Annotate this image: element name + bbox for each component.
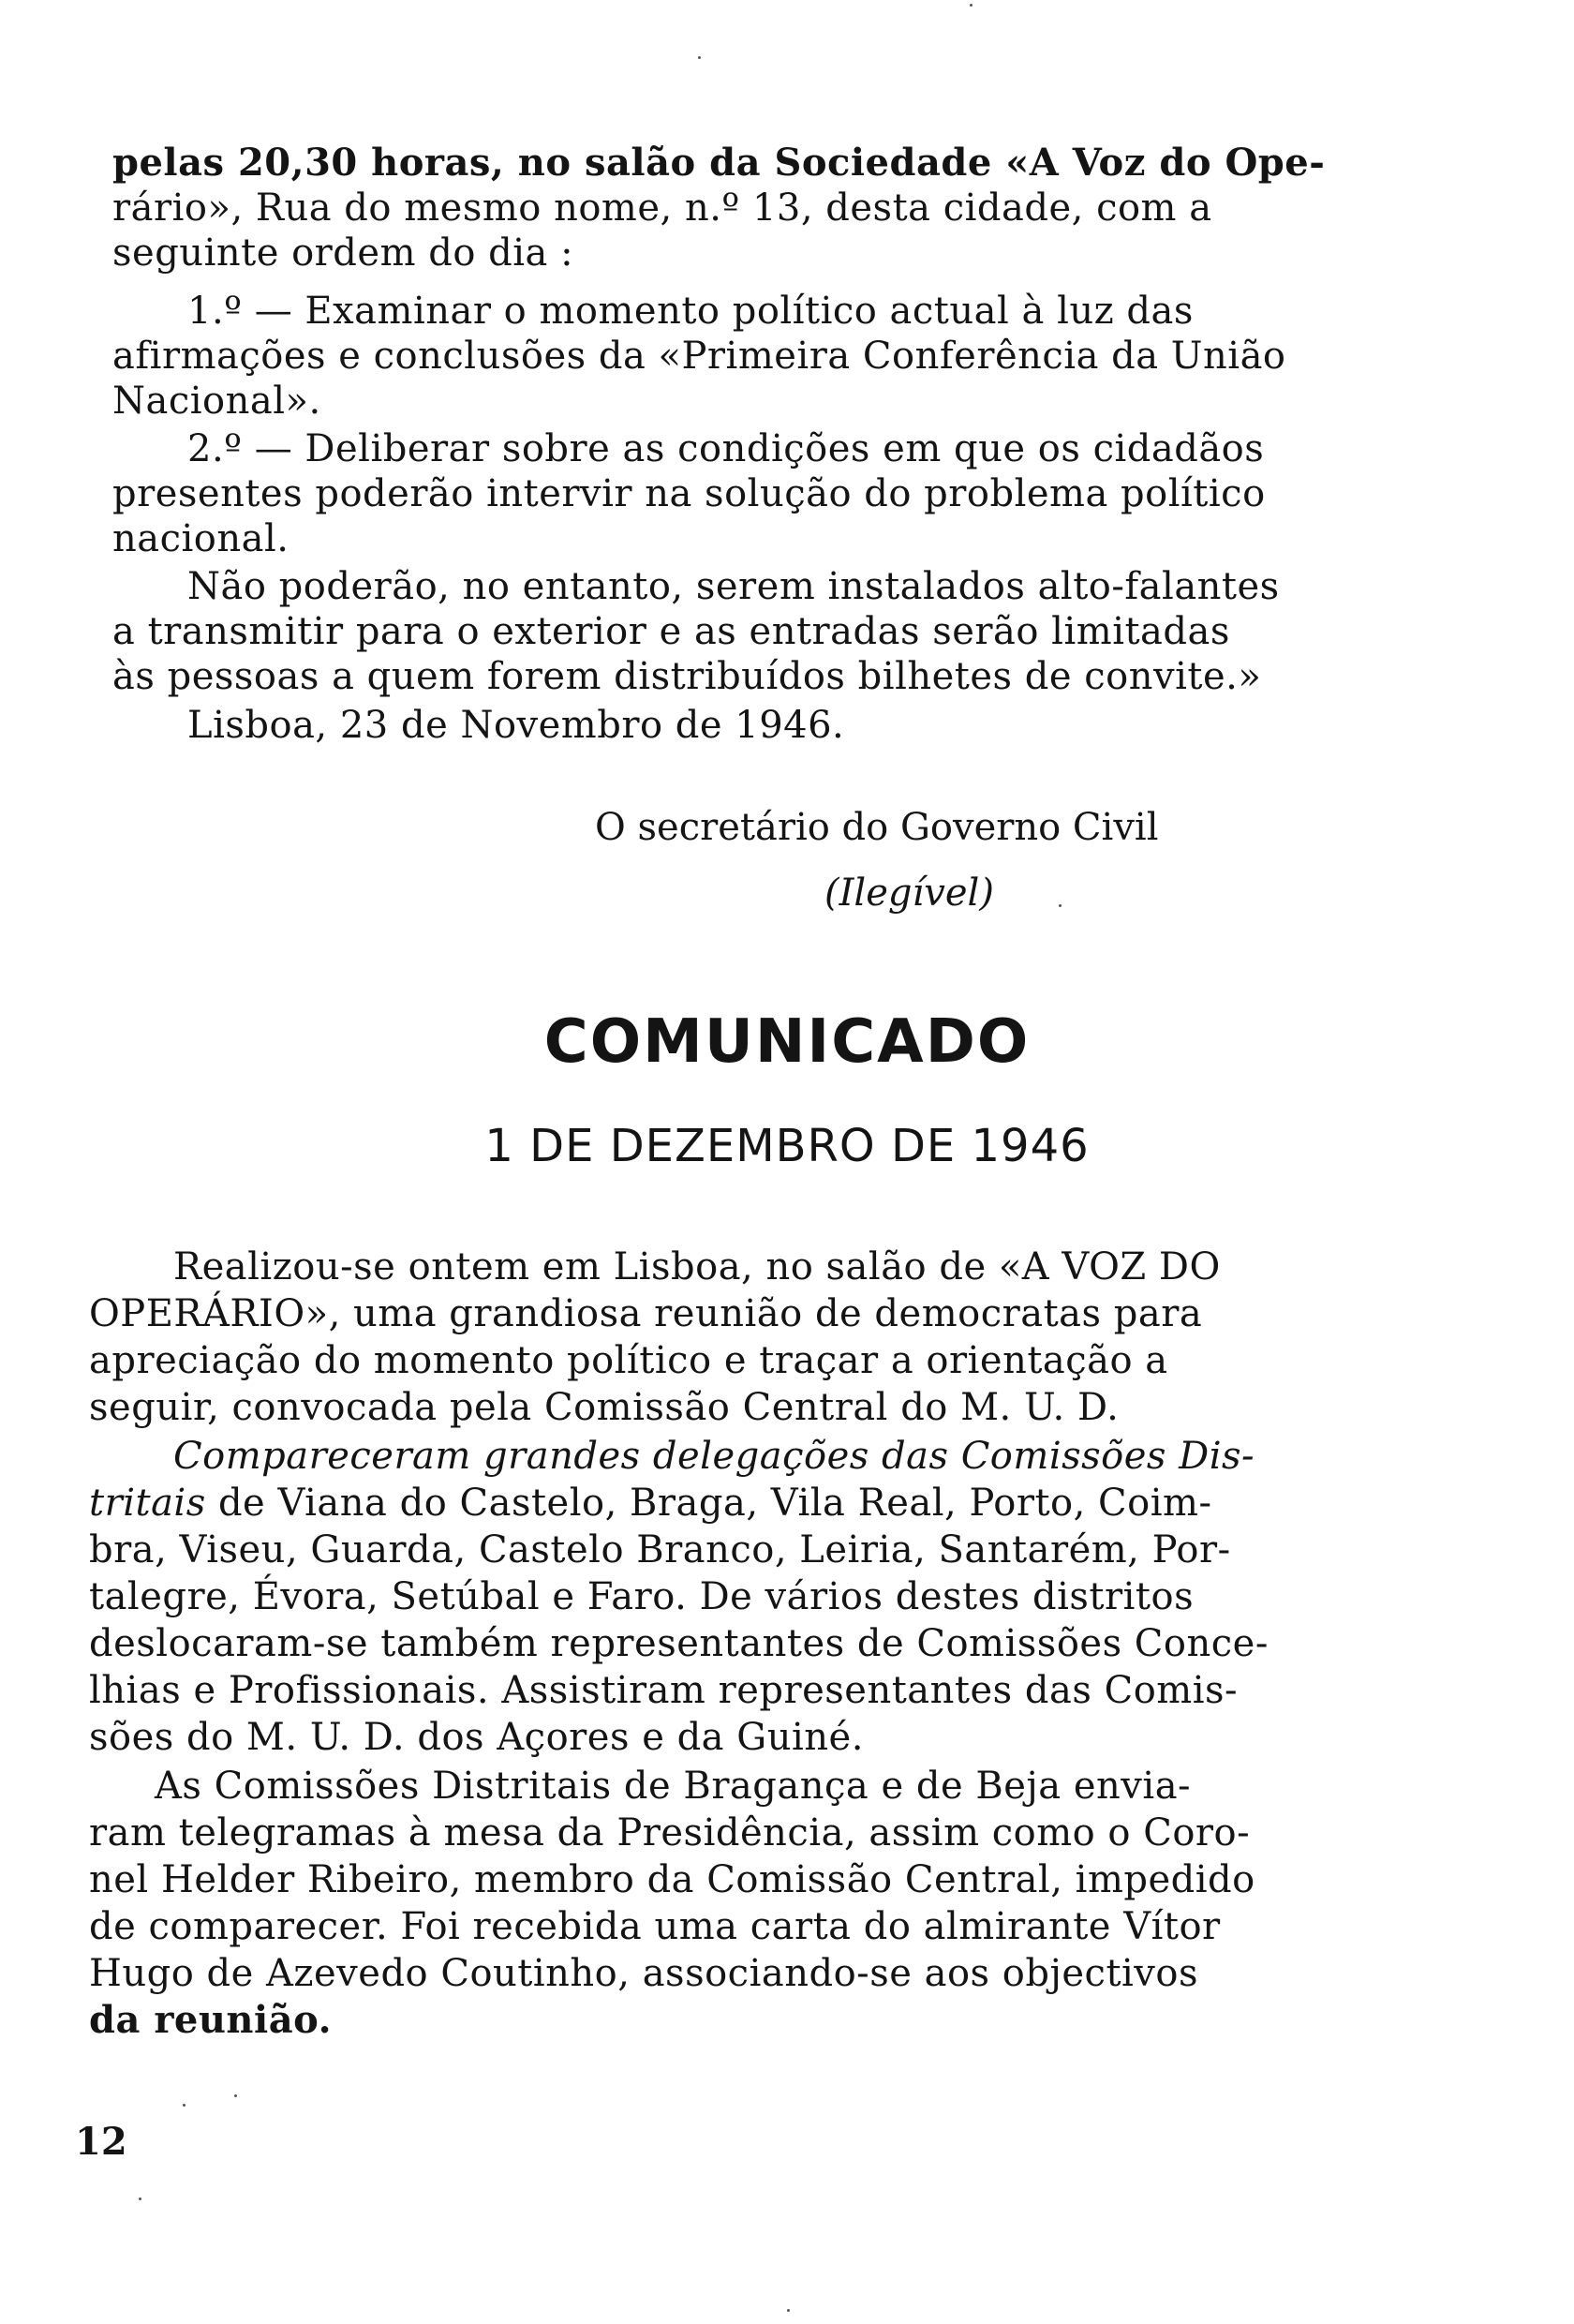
text-line: Lisboa, 23 de Novembro de 1946. xyxy=(187,704,845,747)
text-line: 2.º — Deliberar sobre as condições em que os cidadãos xyxy=(187,427,1265,470)
text-line xyxy=(89,1481,1211,1526)
text-line: às pessoas a quem forem distribuídos bilhetes de convite.» xyxy=(112,655,1262,698)
scan-speck xyxy=(1059,904,1062,907)
text-line: nacional. xyxy=(112,517,290,560)
text-line: Compareceram grandes delegações das Comissões Dis- xyxy=(173,1435,1255,1478)
text-line: apreciação do momento político e traçar a orientação a xyxy=(89,1339,1168,1382)
text-line: Nacional». xyxy=(112,380,321,423)
text-line xyxy=(112,141,1359,186)
text-line: ram telegramas à mesa da Presidência, assim como o Coro- xyxy=(89,1811,1251,1855)
text-line: Não poderão, no entanto, serem instalados alto-falantes xyxy=(187,565,1280,608)
text-line: seguir, convocada pela Comissão Central do M. U. D. xyxy=(89,1386,1120,1429)
text-line: a transmitir para o exterior e as entradas serão limitadas xyxy=(112,610,1230,653)
text-line: afirmações e conclusões da «Primeira Conferência da União xyxy=(112,335,1286,378)
scan-speck xyxy=(970,4,973,7)
text-line: da reunião. xyxy=(89,1998,333,2042)
text-line-content: rário», Rua do mesmo nome, n.º 13, desta cidade, com a xyxy=(112,186,1212,230)
text-line: presentes poderão intervir na solução do problema político xyxy=(112,472,1266,515)
text-line: sões do M. U. D. dos Açores e da Guiné. xyxy=(89,1716,864,1759)
signature-title: O secretário do Governo Civil xyxy=(595,806,1159,849)
text-line: Hugo de Azevedo Coutinho, associando-se aos objectivos xyxy=(89,1952,1199,1995)
scan-speck xyxy=(698,56,701,59)
text-line: OPERÁRIO», uma grandiosa reunião de democratas para xyxy=(89,1292,1203,1335)
text-line-content: pelas 20,30 horas, no salão da Sociedade «A Voz do Ope- xyxy=(112,141,1326,185)
signature-name: (Ilegível) xyxy=(824,872,994,915)
text-line: seguinte ordem do dia : xyxy=(112,231,574,275)
text-line: nel Helder Ribeiro, membro da Comissão Central, impedido xyxy=(89,1858,1255,1901)
italic-fragment: tritais xyxy=(89,1482,206,1525)
communique-title: COMUNICADO xyxy=(543,1007,1031,1077)
scan-speck xyxy=(234,2094,237,2097)
text-line: As Comissões Distritais de Bragança e de Beja envia- xyxy=(155,1765,1192,1808)
text-line: deslocaram-se também representantes de Comissões Conce- xyxy=(89,1622,1269,1665)
text-line: lhias e Profissionais. Assistiram representantes das Comis- xyxy=(89,1669,1239,1712)
text-line: talegre, Évora, Setúbal e Faro. De vários destes distritos xyxy=(89,1575,1195,1618)
scan-speck xyxy=(139,2197,141,2200)
communique-date: 1 DE DEZEMBRO DE 1946 xyxy=(484,1120,1090,1172)
scan-speck xyxy=(183,2104,186,2107)
scan-speck xyxy=(787,2309,790,2312)
text-line: de comparecer. Foi recebida uma carta do almirante Vítor xyxy=(89,1905,1221,1948)
text-line: bra, Viseu, Guarda, Castelo Branco, Leiria, Santarém, Por- xyxy=(89,1528,1231,1572)
text-line: Realizou-se ontem em Lisboa, no salão de «A VOZ DO xyxy=(173,1245,1221,1289)
text-fragment: de Viana do Castelo, Braga, Vila Real, Porto, Coim- xyxy=(205,1482,1212,1525)
text-line: 1.º — Examinar o momento político actual à luz das xyxy=(187,290,1194,333)
page-number: 12 xyxy=(75,2120,127,2164)
text-line xyxy=(112,186,1359,231)
